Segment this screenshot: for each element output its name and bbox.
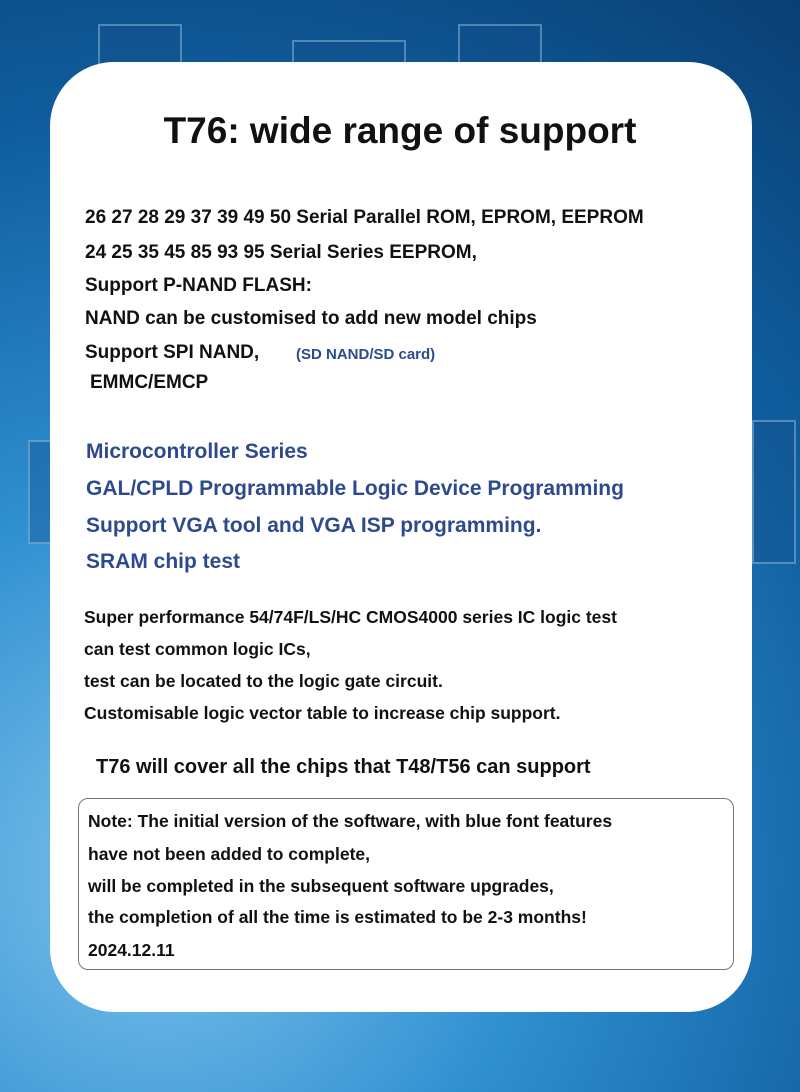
memory-line: 26 27 28 29 37 39 49 50 Serial Parallel ROM, EPROM, EEPROM — [85, 207, 644, 228]
memory-line: Support P-NAND FLASH: — [85, 275, 312, 296]
coverage-statement: T76 will cover all the chips that T48/T56 can support — [96, 756, 591, 778]
blue-feature: Microcontroller Series — [86, 440, 308, 463]
page-title: T76: wide range of support — [163, 110, 637, 151]
memory-line: NAND can be customised to add new model chips — [85, 308, 537, 329]
spi-nand-note: (SD NAND/SD card) — [296, 346, 436, 363]
blue-feature: SRAM chip test — [86, 550, 241, 573]
memory-line: EMMC/EMCP — [90, 372, 209, 393]
note-line: the completion of all the time is estimated to be 2-3 months! — [88, 907, 587, 927]
background-decoration — [752, 420, 796, 564]
blue-feature: GAL/CPLD Programmable Logic Device Programming — [86, 477, 624, 500]
memory-line: Support SPI NAND, — [85, 342, 260, 363]
logic-line: Super performance 54/74F/LS/HC CMOS4000 series IC logic test — [84, 607, 617, 627]
logic-line: Customisable logic vector table to increase chip support. — [84, 703, 561, 723]
logic-line: test can be located to the logic gate circuit. — [84, 671, 443, 691]
logic-line: can test common logic ICs, — [84, 639, 311, 659]
note-line: will be completed in the subsequent software upgrades, — [88, 876, 554, 896]
note-line: Note: The initial version of the software, with blue font features — [88, 811, 613, 831]
blue-feature: Support VGA tool and VGA ISP programming. — [86, 514, 542, 537]
note-line: have not been added to complete, — [88, 844, 370, 864]
memory-line: 24 25 35 45 85 93 95 Serial Series EEPROM, — [85, 242, 477, 263]
note-date: 2024.12.11 — [88, 940, 175, 960]
